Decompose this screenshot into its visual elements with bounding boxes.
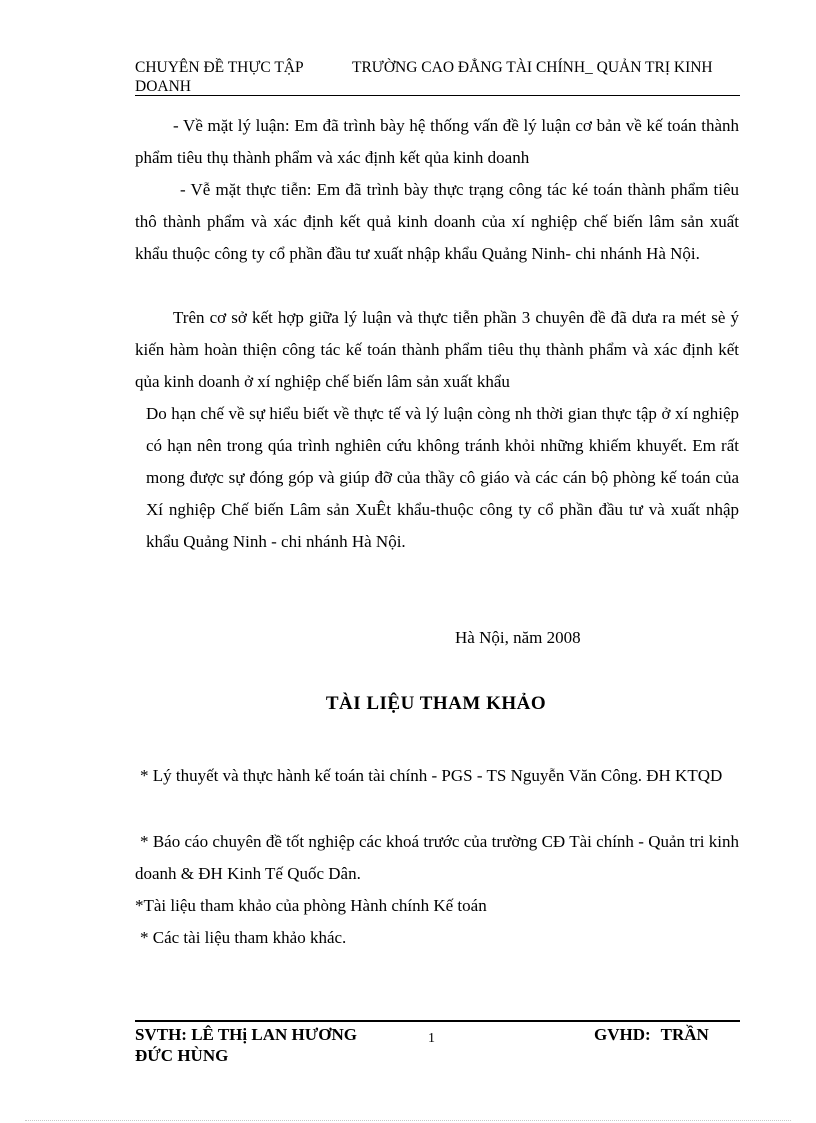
reference-item-1: * Lý thuyết và thực hành kế toán tài chính - PGS - TS Nguyễn Văn Công. ĐH KTQD [140, 766, 723, 785]
page-number: 1 [428, 1031, 435, 1046]
footer-student: SVTH: LÊ THị LAN HƯƠNG [135, 1025, 357, 1044]
paragraph-theory: - Về mặt lý luận: Em đã trình bày hệ thống vấn đề lý luận cơ bản về kế toán thành phẩm tiêu thụ thành phẩm và xác định kết qủa kinh doanh [135, 116, 739, 167]
reference-item-3: *Tài liệu tham khảo của phòng Hành chính Kế toán [135, 896, 487, 915]
header-right: TRƯỜNG CAO ĐẲNG TÀI CHÍNH_ QUẢN TRỊ KINH [352, 59, 713, 76]
page-bottom-border [25, 1120, 791, 1121]
header-rule [135, 95, 740, 96]
reference-item-2: * Báo cáo chuyên đề tốt nghiệp các khoá trước của trường CĐ Tài chính - Quản tri kinh doanh & ĐH Kinh Tế Quốc Dân. [135, 832, 739, 883]
footer-advisor: GVHD: TRẦN [594, 1025, 709, 1044]
paragraph-limitations: Do hạn chế về sự hiểu biết về thực tế và lý luận còng nh thời gian thực tập ở xí nghiệp có hạn nên trong qúa trình nghiên cứu không tránh khỏi những khiếm khuyết. Em rất mong được sự đóng góp và giúp đỡ của thầy cô giáo và các cán bộ phòng kế toán của Xí nghiệp Chế biến Lâm sản XuÊt khẩu-thuộc công ty cổ phần đầu tư và xuất nhập khẩu Quảng Ninh - chi nhánh Hà Nội. [146, 404, 739, 551]
header-left-continued: DOANH [135, 78, 191, 95]
footer-rule [135, 1020, 740, 1022]
reference-item-4: * Các tài liệu tham khảo khác. [140, 928, 347, 947]
paragraph-practice: - Vễ mặt thực tiễn: Em đã trình bày thực trạng công tác ké toán thành phẩm tiêu thô thành phẩm và xác định kết quả kinh doanh của xí nghiệp chế biến lâm sản xuất khẩu thuộc công ty cổ phần đầu tư xuất nhập khẩu Quảng Ninh- chi nhánh Hà Nội. [135, 180, 739, 263]
paragraph-conclusion: Trên cơ sở kết hợp giữa lý luận và thực tiễn phần 3 chuyên đề đã dưa ra mét sè ý kiến hàm hoàn thiện công tác kế toán thành phẩm tiêu thụ thành phẩm và xác định kết qủa kinh doanh ở xí nghiệp chế biến lâm sản xuất khẩu [135, 308, 739, 391]
header-left: CHUYÊN ĐỀ THỰC TẬP [135, 59, 304, 76]
footer-advisor-continued: ĐỨC HÙNG [135, 1046, 229, 1065]
date-place: Hà Nội, năm 2008 [455, 628, 581, 647]
references-title: TÀI LIỆU THAM KHẢO [325, 693, 547, 714]
